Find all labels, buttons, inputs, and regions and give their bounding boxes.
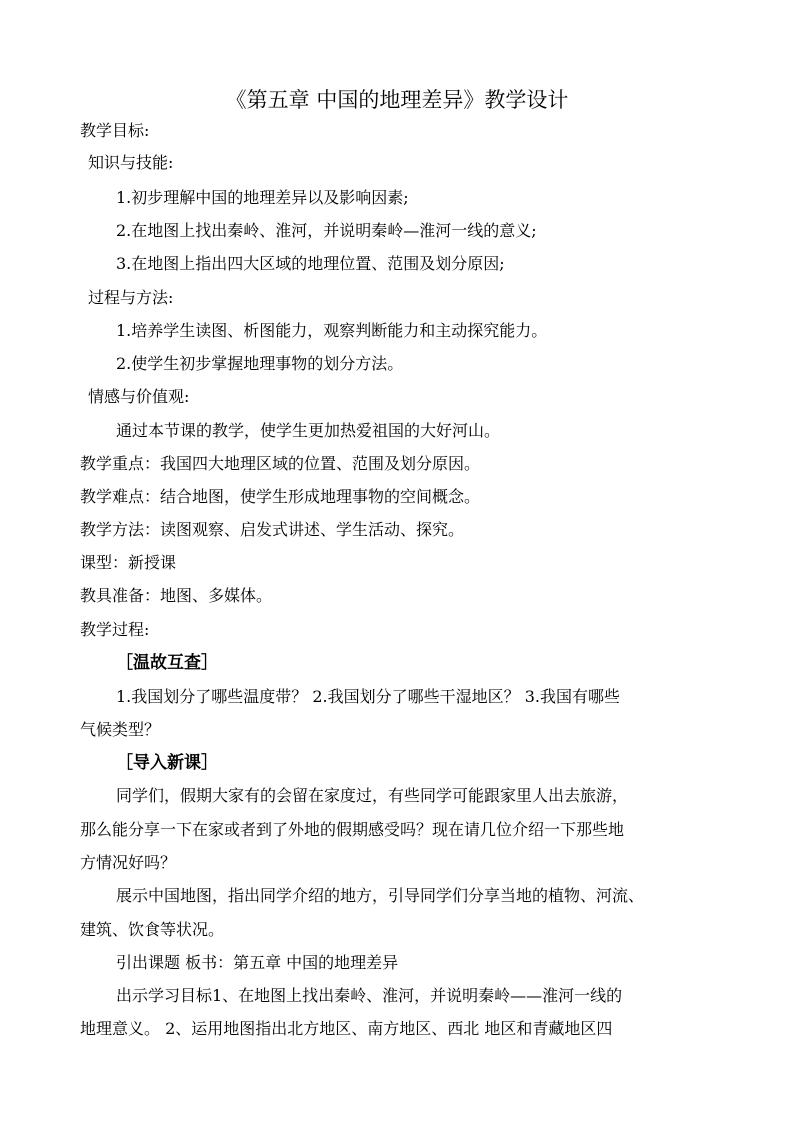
section-heading-teaching-process: 教学过程: xyxy=(80,620,150,639)
document-title: 《第五章 中国的地理差异》教学设计 xyxy=(225,88,569,112)
objective-item: 2.使学生初步掌握地理事物的划分方法。 xyxy=(116,354,404,373)
bracket-heading-review: ［温故互查］ xyxy=(116,653,218,673)
paragraph-line: 建筑、饮食等状况。 xyxy=(80,920,225,939)
objective-item: 1.初步理解中国的地理差异以及影响因素; xyxy=(116,188,409,207)
bracket-heading-new-lesson: ［导入新课］ xyxy=(116,753,218,773)
paragraph-line: 同学们，假期大家有的会留在家度过，有些同学可能跟家里人出去旅游， xyxy=(116,786,629,805)
paragraph-line: 气候类型？ xyxy=(80,720,161,739)
paragraph-line: 那么能分享一下在家或者到了外地的假期感受吗？现在请几位介绍一下那些地 xyxy=(80,820,625,839)
subheading-process-methods: 过程与方法: xyxy=(88,288,174,307)
objective-item: 1.培养学生读图、析图能力，观察判断能力和主动探究能力。 xyxy=(116,321,548,340)
paragraph-line: 展示中国地图，指出同学介绍的地方，引导同学们分享当地的植物、河流、 xyxy=(116,886,645,905)
teaching-difficulties: 教学难点：结合地图，使学生形成地理事物的空间概念。 xyxy=(80,487,481,506)
objective-item: 3.在地图上指出四大区域的地理位置、范围及划分原因; xyxy=(116,254,505,273)
teaching-key-points: 教学重点：我国四大地理区域的位置、范围及划分原因。 xyxy=(80,454,481,473)
paragraph-line: 通过本节课的教学，使学生更加热爱祖国的大好河山。 xyxy=(116,421,501,440)
section-heading-teaching-objectives: 教学目标: xyxy=(80,121,150,140)
subheading-emotion-values: 情感与价值观: xyxy=(88,387,190,406)
objective-item: 2.在地图上找出秦岭、淮河，并说明秦岭—淮河一线的意义; xyxy=(116,221,537,240)
paragraph-line: 地理意义。 2、运用地图指出北方地区、南方地区、西北 地区和青藏地区四 xyxy=(80,1019,613,1038)
subheading-knowledge-skills: 知识与技能: xyxy=(88,153,174,172)
paragraph-line: 出示学习目标1、在地图上找出秦岭、淮河，并说明秦岭——淮河一线的 xyxy=(116,986,623,1005)
paragraph-line: 1.我国划分了哪些温度带？ 2.我国划分了哪些干湿地区？ 3.我国有哪些 xyxy=(116,687,620,706)
lesson-type: 课型：新授课 xyxy=(80,553,177,572)
teaching-methods: 教学方法：读图观察、启发式讲述、学生活动、探究。 xyxy=(80,520,465,539)
teaching-materials: 教具准备：地图、多媒体。 xyxy=(80,586,273,605)
paragraph-line: 方情况好吗？ xyxy=(80,853,177,872)
paragraph-line: 引出课题 板书：第五章 中国的地理差异 xyxy=(116,953,399,972)
